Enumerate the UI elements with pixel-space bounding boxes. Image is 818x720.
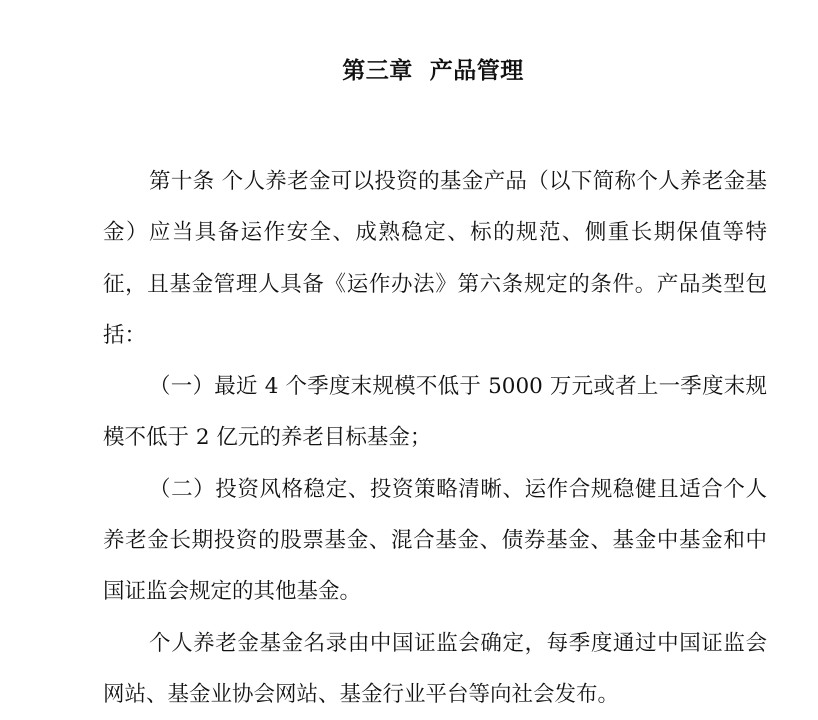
paragraph-item-1: （一）最近 4 个季度末规模不低于 5000 万元或者上一季度末规模不低于 2 亿元的养老目标基金； bbox=[103, 374, 767, 451]
paragraph-article-10: 第十条 个人养老金可以投资的基金产品（以下简称个人养老金基金）应当具备运作安全、成熟稳定、标的规范、侧重长期保值等特征，且基金管理人具备《运作办法》第六条规定的条件。产品类型包括： bbox=[103, 169, 767, 348]
article-body bbox=[103, 156, 767, 720]
chapter-title: 第三章 产品管理 bbox=[342, 58, 524, 84]
paragraph-fund-list: 个人养老金基金名录由中国证监会确定，每季度通过中国证监会网站、基金业协会网站、基金行业平台等向社会发布。 bbox=[103, 630, 767, 707]
paragraph-item-2: （二）投资风格稳定、投资策略清晰、运作合规稳健且适合个人养老金长期投资的股票基金、混合基金、债券基金、基金中基金和中国证监会规定的其他基金。 bbox=[103, 476, 767, 605]
